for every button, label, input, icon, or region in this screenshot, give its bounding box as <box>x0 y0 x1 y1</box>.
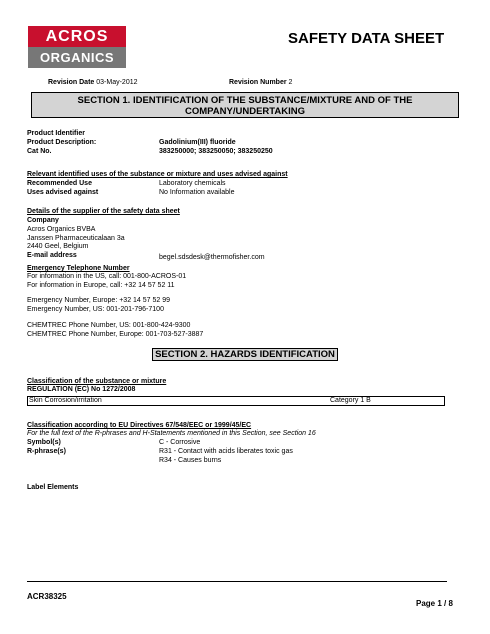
r-phrases-label: R-phrase(s) <box>27 448 66 455</box>
footer-divider <box>27 581 447 582</box>
uses-advised-against-label: Uses advised against <box>27 189 99 196</box>
label-elements-heading: Label Elements <box>27 484 79 491</box>
chemtrec-us: CHEMTREC Phone Number, US: 001-800-424-9300 <box>27 322 191 329</box>
eu-directives-heading: Classification according to EU Directives 67/548/EEC or 1999/45/EC <box>27 422 252 429</box>
page-current: 1 <box>437 599 442 608</box>
emergency-us-info: For information in the US, call: 001-800-ACROS-01 <box>27 273 187 280</box>
logo-top-text: ACROS <box>28 26 126 47</box>
company-line-3: 2440 Geel, Belgium <box>27 243 89 250</box>
section-2-heading: SECTION 2. HAZARDS IDENTIFICATION <box>152 348 338 361</box>
revision-number-value: 2 <box>288 79 293 86</box>
product-description-label: Product Description: <box>27 139 97 146</box>
cat-no-value: 383250000; 383250050; 383250250 <box>159 148 273 155</box>
revision-number-label: Revision Number <box>229 79 287 86</box>
skin-corrosion-category: Category 1 B <box>330 397 371 404</box>
section-1-heading <box>31 92 459 118</box>
revision-date-value: 03-May-2012 <box>96 79 138 86</box>
page-total: 8 <box>448 599 453 608</box>
page-separator: / <box>444 599 447 608</box>
acros-organics-logo <box>28 26 126 68</box>
product-identifier-heading: Product Identifier <box>27 130 85 137</box>
document-code: ACR38325 <box>27 592 67 601</box>
emergency-number-us: Emergency Number, US: 001-201-796-7100 <box>27 306 164 313</box>
classification-heading: Classification of the substance or mixture <box>27 378 167 385</box>
revision-number <box>229 79 292 86</box>
symbols-label: Symbol(s) <box>27 439 61 446</box>
cat-no-label: Cat No. <box>27 148 52 155</box>
company-label: Company <box>27 217 59 224</box>
emergency-heading: Emergency Telephone Number <box>27 265 130 272</box>
revision-date <box>48 79 138 86</box>
email-label: E-mail address <box>27 252 77 259</box>
section-1-heading-line1: SECTION 1. IDENTIFICATION OF THE SUBSTANCE/MIXTURE AND OF THE <box>77 95 413 106</box>
recommended-use-label: Recommended Use <box>27 180 92 187</box>
supplier-heading: Details of the supplier of the safety data sheet <box>27 208 180 215</box>
recommended-use-value: Laboratory chemicals <box>159 180 226 187</box>
relevant-uses-heading: Relevant identified uses of the substance or mixture and uses advised against <box>27 171 288 178</box>
logo-bottom-text: ORGANICS <box>28 47 126 68</box>
company-line-2: Janssen Pharmaceuticalaan 3a <box>27 235 125 242</box>
company-line-1: Acros Organics BVBA <box>27 226 96 233</box>
uses-advised-against-value: No Information available <box>159 189 235 196</box>
emergency-number-europe: Emergency Number, Europe: +32 14 57 52 99 <box>27 297 171 304</box>
full-text-note: For the full text of the R-phrases and H-Statements mentioned in this Section, see Section 16 <box>27 430 316 437</box>
emergency-eu-info: For information in Europe, call: +32 14 57 52 11 <box>27 282 175 289</box>
r-phrase-1: R31 - Contact with acids liberates toxic gas <box>159 448 293 455</box>
document-title: SAFETY DATA SHEET <box>288 30 445 47</box>
r-phrase-2: R34 - Causes burns <box>159 457 222 464</box>
page-indicator <box>416 599 453 608</box>
skin-corrosion-label: Skin Corrosion/irritation <box>29 397 102 404</box>
symbols-value: C - Corrosive <box>159 439 201 446</box>
section-1-heading-line2: COMPANY/UNDERTAKING <box>185 106 305 117</box>
email-value[interactable]: begel.sdsdesk@thermofisher.com <box>159 254 265 261</box>
regulation-label: REGULATION (EC) No 1272/2008 <box>27 386 136 393</box>
page-label: Page <box>416 599 436 608</box>
chemtrec-europe: CHEMTREC Phone Number, Europe: 001-703-527-3887 <box>27 331 204 338</box>
revision-date-label: Revision Date <box>48 79 95 86</box>
product-description-value: Gadolinium(III) fluoride <box>159 139 236 146</box>
skin-corrosion-row <box>27 396 445 406</box>
